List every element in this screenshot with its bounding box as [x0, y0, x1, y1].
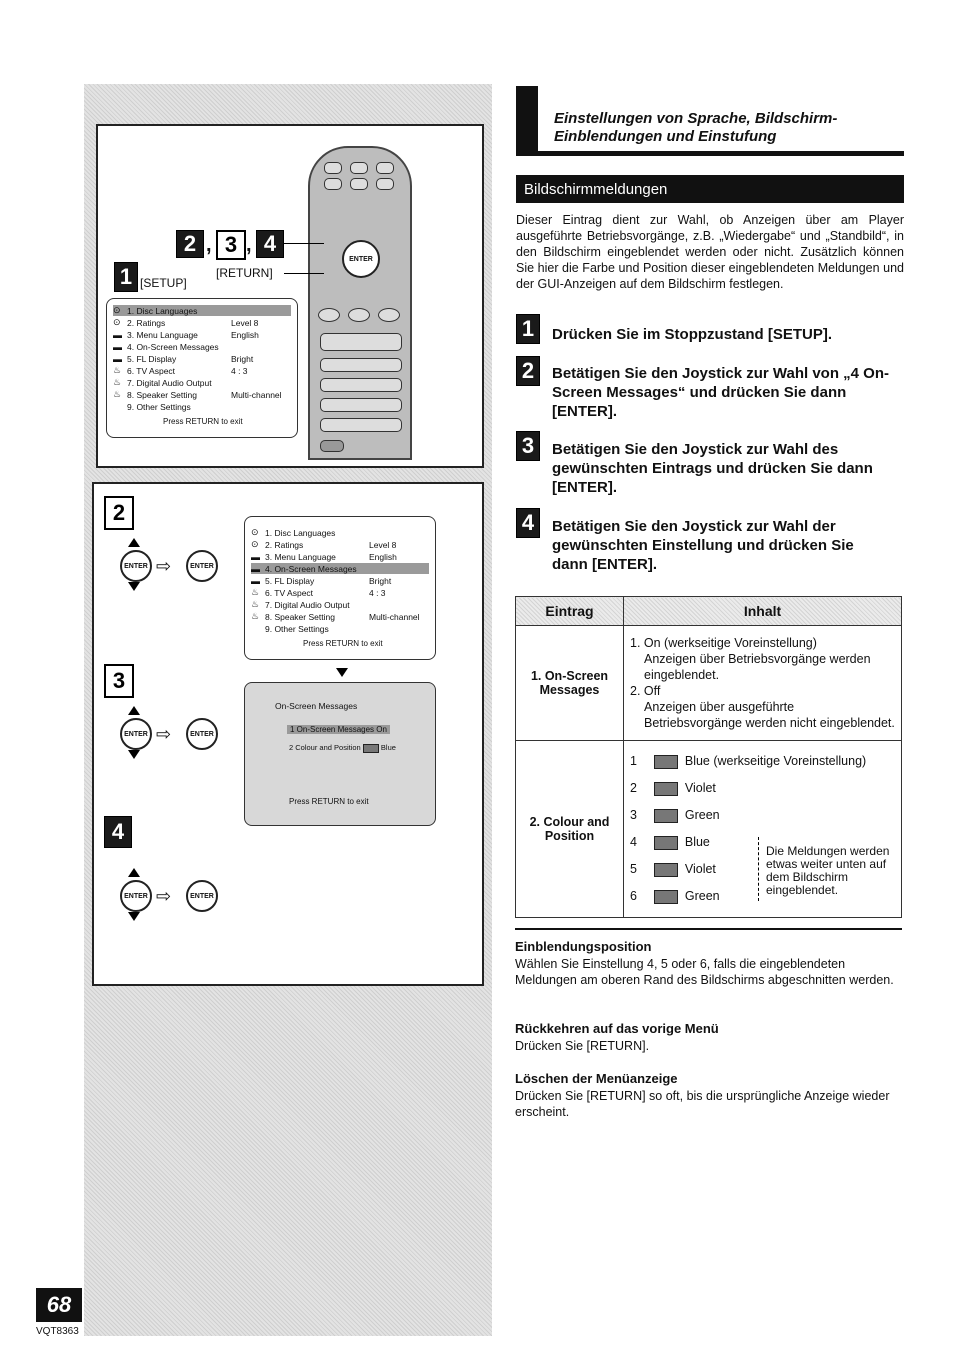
menu-footer: Press RETURN to exit: [303, 639, 383, 648]
option-desc: Anzeigen über Betriebsvorgänge werden eingeblendet.: [644, 652, 871, 682]
table-row: [516, 741, 902, 918]
menu-item[interactable]: ▬ 4. On-Screen Messages: [113, 341, 219, 352]
colour-option: 6 Green: [630, 889, 720, 903]
page-title: Einstellungen von Sprache, Bildschirm- Einblendungen und Einstufung: [554, 110, 838, 145]
menu-footer: Press RETURN to exit: [163, 417, 243, 426]
step-4-text: Betätigen Sie den Joystick zur Wahl der gewünschten Einstellung und drücken Sie dann [ENTER].: [552, 518, 854, 573]
colour-option: 4 Blue: [630, 835, 710, 849]
step-badge-1: 1: [114, 262, 138, 292]
step-label-4: 4: [104, 816, 132, 848]
step-3-text: Betätigen Sie den Joystick zur Wahl des gewünschten Eintrags und drücken Sie dann [ENTER].: [552, 441, 873, 496]
colour-option: 2 Violet: [630, 781, 716, 795]
on-screen-messages-submenu: [244, 682, 436, 826]
menu-item[interactable]: ♨ 8. Speaker Setting Multi-channel: [251, 611, 420, 622]
colour-option: 5 Violet: [630, 862, 716, 876]
row-label-colour-position: 2. Colour and Position: [516, 741, 624, 918]
settings-table: [515, 596, 902, 918]
down-arrow-icon: [336, 668, 348, 677]
bracket-line: [758, 837, 759, 901]
return-label: [RETURN]: [216, 266, 273, 280]
menu-item[interactable]: ♨ 7. Digital Audio Output: [113, 377, 212, 388]
step-badge-3: 3: [216, 230, 246, 260]
option-text: 2. Off: [630, 684, 661, 698]
menu-item[interactable]: ♨ 6. TV Aspect 4 : 3: [113, 365, 248, 376]
message-position-icon: [654, 863, 678, 877]
submenu-footer: Press RETURN to exit: [289, 797, 369, 806]
menu-item[interactable]: 9. Other Settings: [127, 401, 191, 412]
press-enter-icon: ENTER: [186, 718, 218, 750]
menu-item[interactable]: ♨ 7. Digital Audio Output: [251, 599, 350, 610]
submenu-title: On-Screen Messages: [275, 701, 358, 711]
colour-option: 3 Green: [630, 808, 720, 822]
badge-separator: ,: [246, 234, 252, 256]
menu-item[interactable]: ▬ 3. Menu Language English: [251, 551, 397, 562]
step-1-text: Drücken Sie im Stoppzustand [SETUP].: [552, 326, 833, 343]
step-badge-3: 3: [516, 431, 540, 461]
menu-item[interactable]: ⊙ 2. Ratings Level 8: [251, 539, 397, 550]
menu-item[interactable]: ▬ 5. FL Display Bright: [251, 575, 392, 586]
arrow-right-icon: ⇨: [156, 556, 172, 576]
joystick-icon: ENTER: [120, 550, 152, 582]
badge-separator: ,: [206, 234, 212, 256]
note-heading: Rückkehren auf das vorige Menü: [515, 1021, 719, 1036]
message-position-icon: [654, 809, 678, 823]
menu-item[interactable]: 9. Other Settings: [265, 623, 329, 634]
table-header-inhalt: Inhalt: [624, 597, 902, 626]
press-enter-icon: ENTER: [186, 550, 218, 582]
press-enter-icon: ENTER: [186, 880, 218, 912]
menu-item[interactable]: ♨ 8. Speaker Setting Multi-channel: [113, 389, 282, 400]
note-heading: Einblendungsposition: [515, 939, 652, 954]
table-row: [516, 626, 902, 741]
message-position-icon: [654, 836, 678, 850]
joystick-icon: ENTER: [120, 880, 152, 912]
note-text: Drücken Sie [RETURN].: [515, 1039, 650, 1053]
remote-joystick-enter[interactable]: ENTER: [342, 240, 380, 278]
menu-item[interactable]: ♨ 6. TV Aspect 4 : 3: [251, 587, 386, 598]
note-text: Drücken Sie [RETURN] so oft, bis die ursprüngliche Anzeige wieder erscheint.: [515, 1089, 890, 1119]
setup-illustration-panel: [96, 124, 484, 468]
step-2-text: Betätigen Sie den Joystick zur Wahl von „4 On-Screen Messages“ und drücken Sie dann [ENTER].: [552, 365, 890, 420]
setup-menu-screen-step2: [244, 516, 436, 660]
menu-item[interactable]: ⊙ 2. Ratings Level 8: [113, 317, 259, 328]
setup-menu-screen: [106, 298, 298, 438]
menu-item[interactable]: ⊙ 1. Disc Languages: [251, 527, 336, 538]
position-note: Die Meldungen werden etwas weiter unten auf dem Bildschirm eingeblendet.: [766, 844, 890, 897]
menu-item[interactable]: ▬ 3. Menu Language English: [113, 329, 259, 340]
submenu-item[interactable]: 2 Colour and Position Blue: [289, 743, 396, 752]
remote-return-button[interactable]: [320, 440, 344, 452]
step-label-3: 3: [104, 664, 134, 698]
note-text: Wählen Sie Einstellung 4, 5 oder 6, falls die eingeblendeten Meldungen am oberen Rand des Bildschirms abgeschnitten werden.: [515, 957, 894, 987]
section-heading: Bildschirmmeldungen: [516, 175, 904, 203]
notes-divider: [515, 928, 902, 930]
note-heading: Löschen der Menüanzeige: [515, 1071, 678, 1086]
step-badge-4: 4: [516, 508, 540, 538]
step-label-2: 2: [104, 496, 134, 530]
step-badge-1: 1: [516, 314, 540, 344]
menu-item[interactable]: ⊙ 1. Disc Languages: [113, 305, 291, 316]
colour-option: 1 Blue (werkseitige Voreinstellung): [630, 754, 867, 768]
menu-item[interactable]: ▬ 4. On-Screen Messages: [251, 563, 429, 574]
option-text: 1. On (werkseitige Voreinstellung): [630, 636, 817, 650]
page-number: 68: [36, 1288, 82, 1322]
submenu-item[interactable]: 1 On-Screen Messages On: [287, 725, 390, 734]
remote-control: [308, 146, 412, 460]
steps-illustration-panel: [92, 482, 484, 986]
row-label-on-screen-messages: 1. On-Screen Messages: [516, 626, 624, 741]
title-underline: [516, 151, 904, 156]
title-marker: [516, 86, 538, 152]
option-desc: Anzeigen über ausgeführte Betriebsvorgänge werden nicht eingeblendet.: [644, 700, 895, 730]
setup-label: [SETUP]: [140, 276, 187, 290]
joystick-icon: ENTER: [120, 718, 152, 750]
arrow-right-icon: ⇨: [156, 886, 172, 906]
arrow-right-icon: ⇨: [156, 724, 172, 744]
step-badge-2: 2: [516, 356, 540, 386]
intro-paragraph: Dieser Eintrag dient zur Wahl, ob Anzeigen über am Player ausgeführte Betriebsvorgänge, z.B. „Wiedergabe“ und „Standbild“, in den Bildschirm eingeblendet werden oder nicht. Zusätzlich können Sie hier die Farbe und Position dieser eingeblendeten Meldungen und der GUI-Anzeigen auf dem Bildschirm festlegen.: [516, 213, 904, 291]
document-code: VQT8363: [36, 1326, 79, 1337]
message-position-icon: [654, 782, 678, 796]
message-position-icon: [654, 890, 678, 904]
message-position-icon: [654, 755, 678, 769]
step-badge-2: 2: [176, 230, 204, 258]
table-header-eintrag: Eintrag: [516, 597, 624, 626]
menu-item[interactable]: ▬ 5. FL Display Bright: [113, 353, 254, 364]
step-badge-4: 4: [256, 230, 284, 258]
